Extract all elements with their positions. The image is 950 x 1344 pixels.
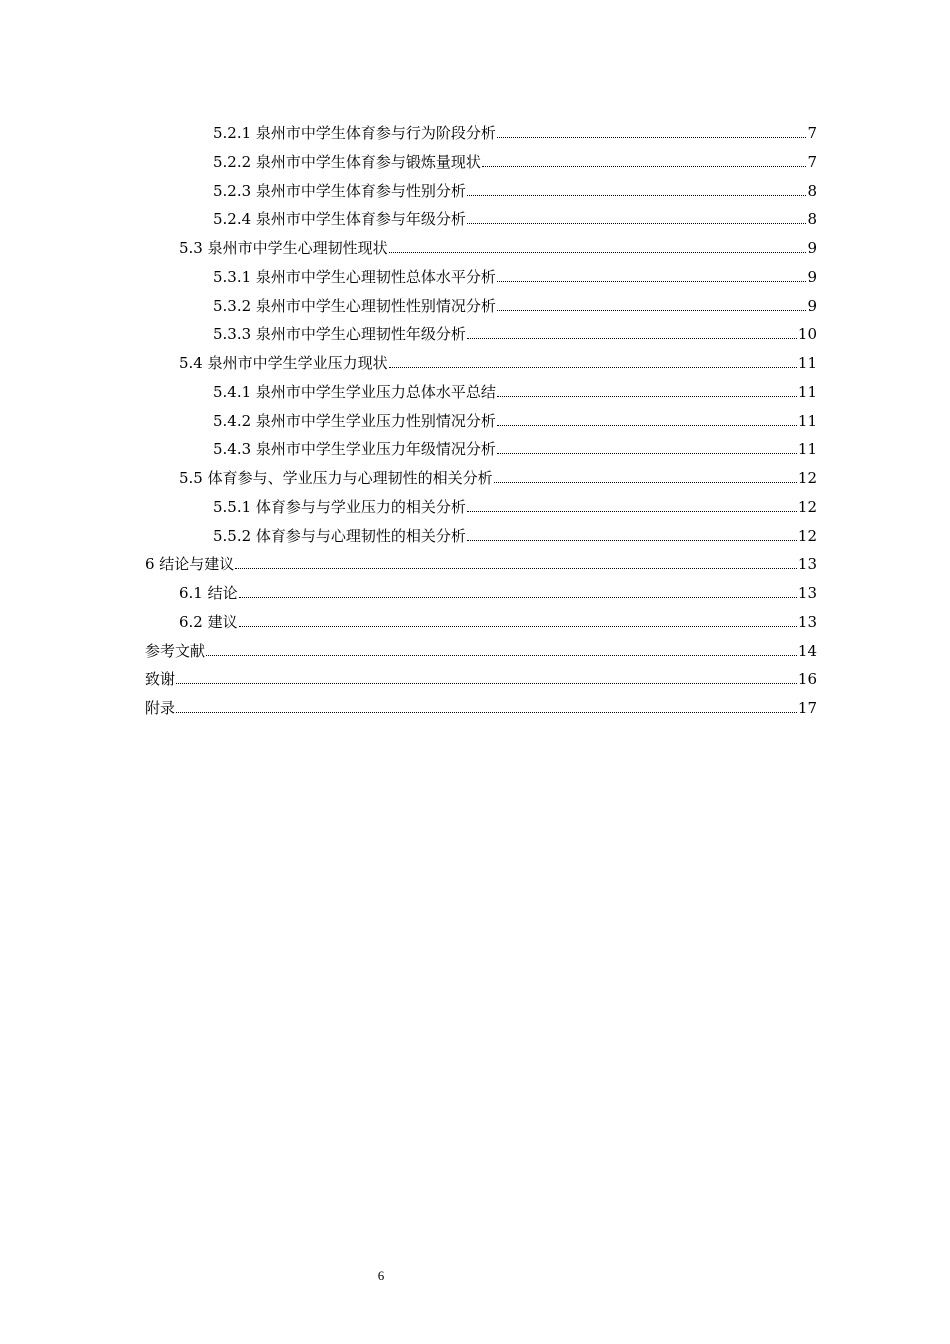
toc-dot-leader bbox=[497, 310, 807, 311]
toc-entry-title: 附录 bbox=[145, 699, 176, 717]
toc-entry[interactable] bbox=[145, 696, 817, 718]
toc-entry-page: 7 bbox=[807, 153, 817, 171]
toc-dot-leader bbox=[497, 281, 807, 282]
toc-entry-page: 10 bbox=[797, 325, 817, 343]
toc-dot-leader bbox=[176, 712, 797, 713]
toc-dot-leader bbox=[497, 137, 807, 138]
toc-entry-page: 13 bbox=[797, 584, 817, 602]
toc-entry-page: 11 bbox=[797, 412, 817, 430]
toc-entry-title: 6 结论与建议 bbox=[145, 555, 235, 573]
toc-dot-leader bbox=[467, 223, 807, 224]
toc-entry-title: 5.3.2 泉州市中学生心理韧性性别情况分析 bbox=[213, 297, 496, 315]
toc-entry-page: 9 bbox=[807, 297, 817, 315]
toc-entry-page: 12 bbox=[797, 527, 817, 545]
toc-entry-title: 5.5.1 体育参与与学业压力的相关分析 bbox=[213, 498, 466, 516]
toc-entry-title: 5.2.2 泉州市中学生体育参与锻炼量现状 bbox=[213, 153, 481, 171]
toc-entry-title: 5.5.2 体育参与与心理韧性的相关分析 bbox=[213, 527, 466, 545]
toc-entry-page: 17 bbox=[797, 699, 817, 717]
toc-entry-title: 5.4.3 泉州市中学生学业压力年级情况分析 bbox=[213, 440, 496, 458]
toc-entry[interactable] bbox=[213, 524, 817, 546]
toc-entry[interactable] bbox=[213, 150, 817, 172]
toc-entry-title: 5.3.3 泉州市中学生心理韧性年级分析 bbox=[213, 325, 466, 343]
toc-dot-leader bbox=[467, 338, 797, 339]
toc-entry[interactable] bbox=[179, 351, 817, 373]
toc-entry[interactable] bbox=[179, 581, 817, 603]
page-number: 6 bbox=[377, 1268, 385, 1283]
toc-entry[interactable] bbox=[213, 207, 817, 229]
toc-dot-leader bbox=[235, 568, 797, 569]
toc-entry-page: 12 bbox=[797, 498, 817, 516]
toc-dot-leader bbox=[206, 655, 797, 656]
toc-entry[interactable] bbox=[213, 380, 817, 402]
toc-entry[interactable] bbox=[213, 179, 817, 201]
toc-entry-title: 5.2.1 泉州市中学生体育参与行为阶段分析 bbox=[213, 124, 496, 142]
toc-entry[interactable] bbox=[213, 437, 817, 459]
toc-entry-page: 12 bbox=[797, 469, 817, 487]
toc-entry[interactable] bbox=[145, 667, 817, 689]
toc-entry-page: 9 bbox=[807, 268, 817, 286]
toc-dot-leader bbox=[467, 511, 797, 512]
toc-dot-leader bbox=[467, 195, 807, 196]
toc-entry-page: 13 bbox=[797, 555, 817, 573]
toc-entry-page: 14 bbox=[797, 642, 817, 660]
toc-dot-leader bbox=[176, 683, 797, 684]
toc-dot-leader bbox=[239, 626, 797, 627]
toc-dot-leader bbox=[497, 453, 797, 454]
toc-entry-title: 5.3.1 泉州市中学生心理韧性总体水平分析 bbox=[213, 268, 496, 286]
toc-entry[interactable] bbox=[145, 639, 817, 661]
toc-entry-title: 5.3 泉州市中学生心理韧性现状 bbox=[179, 239, 388, 257]
toc-entry-title: 5.4.2 泉州市中学生学业压力性别情况分析 bbox=[213, 412, 496, 430]
toc-dot-leader bbox=[497, 425, 797, 426]
toc-entry-page: 7 bbox=[807, 124, 817, 142]
toc-dot-leader bbox=[239, 597, 797, 598]
toc-entry-title: 6.1 结论 bbox=[179, 584, 238, 602]
toc-entry-title: 致谢 bbox=[145, 670, 176, 688]
toc-dot-leader bbox=[467, 540, 797, 541]
toc-entry[interactable] bbox=[213, 409, 817, 431]
toc-entry-title: 参考文献 bbox=[145, 642, 206, 660]
toc-entry-title: 6.2 建议 bbox=[179, 613, 238, 631]
toc-dot-leader bbox=[497, 396, 797, 397]
toc-entry-title: 5.4.1 泉州市中学生学业压力总体水平总结 bbox=[213, 383, 496, 401]
toc-entry[interactable] bbox=[179, 236, 817, 258]
toc-entry-page: 16 bbox=[797, 670, 817, 688]
toc-entry[interactable] bbox=[213, 495, 817, 517]
toc-entry-page: 11 bbox=[797, 383, 817, 401]
toc-entry-page: 8 bbox=[807, 210, 817, 228]
toc-entry-page: 11 bbox=[797, 354, 817, 372]
toc-entry-page: 9 bbox=[807, 239, 817, 257]
toc-entry-title: 5.4 泉州市中学生学业压力现状 bbox=[179, 354, 388, 372]
toc-dot-leader bbox=[389, 367, 797, 368]
toc-entry[interactable] bbox=[213, 121, 817, 143]
toc-entry[interactable] bbox=[213, 265, 817, 287]
toc-entry[interactable] bbox=[179, 466, 817, 488]
toc-dot-leader bbox=[389, 252, 807, 253]
toc-entry-title: 5.2.3 泉州市中学生体育参与性别分析 bbox=[213, 182, 466, 200]
toc-entry[interactable] bbox=[179, 610, 817, 632]
toc-entry-title: 5.5 体育参与、学业压力与心理韧性的相关分析 bbox=[179, 469, 493, 487]
toc-entry-page: 8 bbox=[807, 182, 817, 200]
toc-dot-leader bbox=[482, 166, 807, 167]
toc-entry-title: 5.2.4 泉州市中学生体育参与年级分析 bbox=[213, 210, 466, 228]
toc-entry[interactable] bbox=[145, 552, 817, 574]
toc-entry-page: 13 bbox=[797, 613, 817, 631]
toc-entry[interactable] bbox=[213, 294, 817, 316]
toc-dot-leader bbox=[494, 482, 797, 483]
toc-entry-page: 11 bbox=[797, 440, 817, 458]
toc-entry[interactable] bbox=[213, 322, 817, 344]
